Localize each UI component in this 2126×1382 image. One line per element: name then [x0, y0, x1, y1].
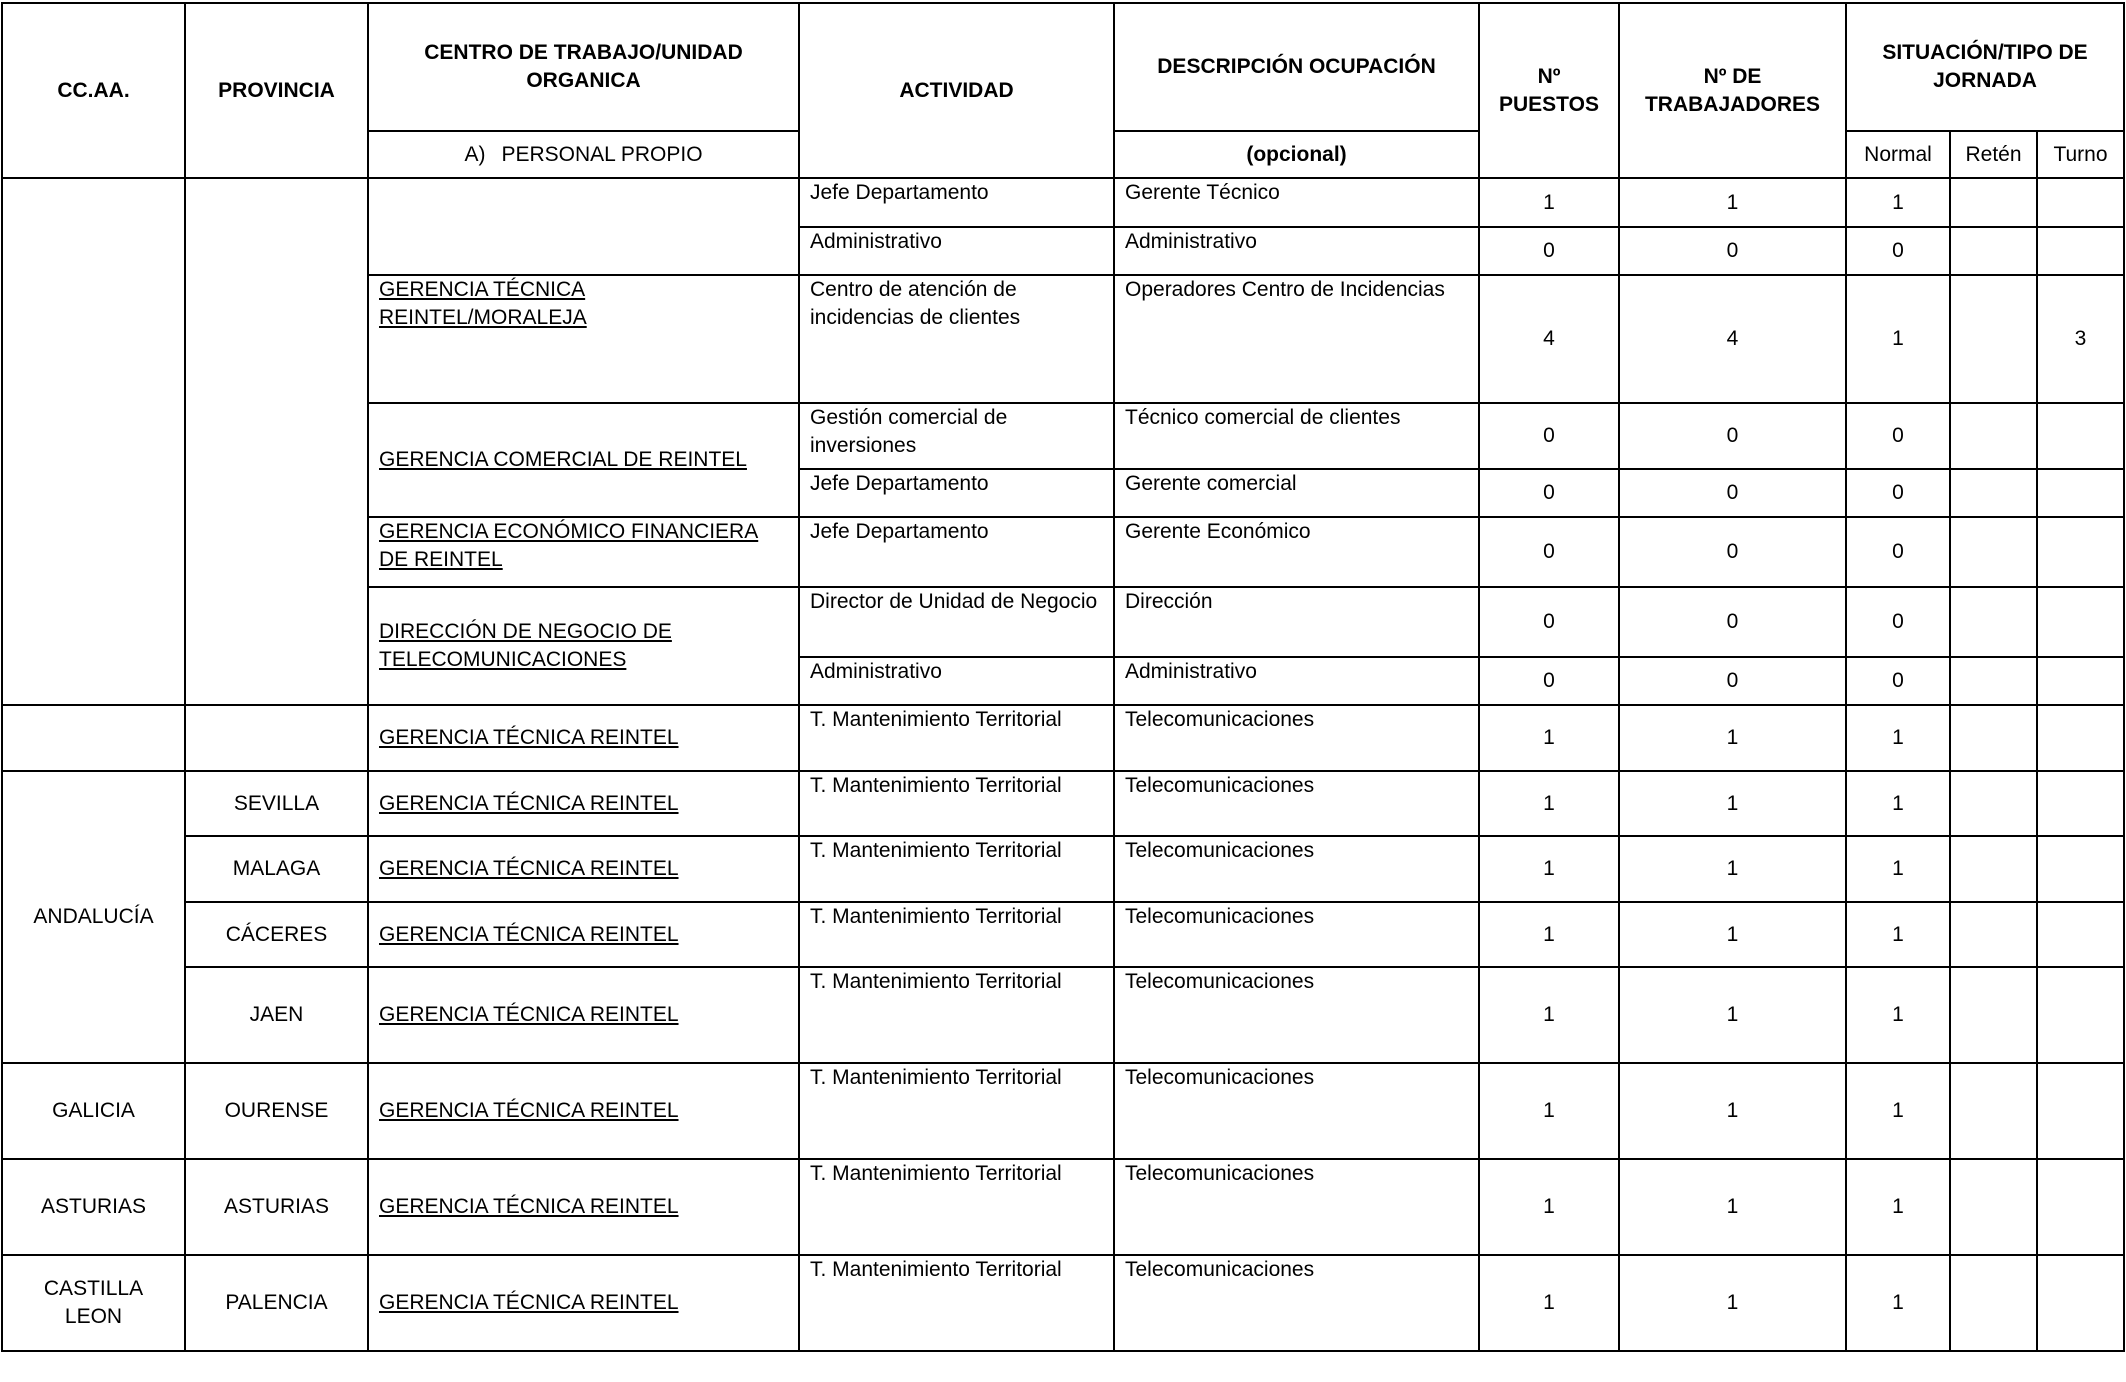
puestos-cell: 4 [1479, 275, 1619, 403]
reten-cell [1950, 227, 2037, 275]
descripcion-cell: Gerente Económico [1114, 517, 1479, 587]
header-ccaa: CC.AA. [2, 3, 185, 178]
trabajadores-cell: 0 [1619, 403, 1846, 469]
normal-cell: 0 [1846, 403, 1950, 469]
table-row [2, 836, 2124, 902]
actividad-cell: T. Mantenimiento Territorial [799, 967, 1114, 1063]
turno-cell [2037, 1255, 2124, 1351]
normal-cell: 0 [1846, 517, 1950, 587]
unidad-cell [368, 836, 799, 902]
unidad-cell [368, 1255, 799, 1351]
unidad-cell [368, 1159, 799, 1255]
puestos-cell: 0 [1479, 517, 1619, 587]
unidad-cell [368, 771, 799, 836]
reten-cell [1950, 1159, 2037, 1255]
provincia-cell [185, 705, 368, 771]
header-descripcion: DESCRIPCIÓN OCUPACIÓN [1114, 3, 1479, 131]
header-puestos: Nº PUESTOS [1479, 3, 1619, 178]
normal-cell: 0 [1846, 657, 1950, 705]
turno-cell [2037, 587, 2124, 657]
normal-cell: 1 [1846, 1063, 1950, 1159]
descripcion-cell: Telecomunicaciones [1114, 1063, 1479, 1159]
puestos-cell: 1 [1479, 836, 1619, 902]
descripcion-cell: Telecomunicaciones [1114, 836, 1479, 902]
table-row [2, 1159, 2124, 1255]
descripcion-cell: Telecomunicaciones [1114, 1255, 1479, 1351]
actividad-cell: T. Mantenimiento Territorial [799, 1159, 1114, 1255]
reten-cell [1950, 403, 2037, 469]
actividad-cell: T. Mantenimiento Territorial [799, 836, 1114, 902]
header-centro: CENTRO DE TRABAJO/UNIDAD ORGANICA [368, 3, 799, 131]
normal-cell: 1 [1846, 178, 1950, 227]
actividad-cell: Administrativo [799, 227, 1114, 275]
unidad-cell [368, 178, 799, 275]
table-row [2, 705, 2124, 771]
unidad-cell [368, 275, 799, 403]
actividad-cell: Administrativo [799, 657, 1114, 705]
turno-cell [2037, 657, 2124, 705]
puestos-cell: 1 [1479, 1255, 1619, 1351]
turno-cell [2037, 517, 2124, 587]
trabajadores-cell: 1 [1619, 1159, 1846, 1255]
turno-cell [2037, 1159, 2124, 1255]
normal-cell: 1 [1846, 1255, 1950, 1351]
ccaa-cell: ASTURIAS [2, 1159, 185, 1255]
header-provincia: PROVINCIA [185, 3, 368, 178]
header-actividad: ACTIVIDAD [799, 3, 1114, 178]
turno-cell [2037, 178, 2124, 227]
header-trabajadores: Nº DE TRABAJADORES [1619, 3, 1846, 178]
turno-cell [2037, 469, 2124, 517]
puestos-cell: 0 [1479, 469, 1619, 517]
personal-propio-label [368, 131, 799, 178]
descripcion-cell: Telecomunicaciones [1114, 771, 1479, 836]
reten-cell [1950, 469, 2037, 517]
header-situacion: SITUACIÓN/TIPO DE JORNADA [1846, 3, 2124, 131]
unit-link[interactable]: GERENCIA TÉCNICA REINTEL [379, 922, 679, 946]
trabajadores-cell: 1 [1619, 902, 1846, 967]
puestos-cell: 1 [1479, 178, 1619, 227]
trabajadores-cell: 1 [1619, 178, 1846, 227]
descripcion-cell: Telecomunicaciones [1114, 902, 1479, 967]
reten-cell [1950, 275, 2037, 403]
header-turno: Turno [2037, 131, 2124, 178]
turno-cell [2037, 902, 2124, 967]
unit-link[interactable]: GERENCIA TÉCNICA REINTEL [379, 1291, 679, 1314]
actividad-cell: Jefe Departamento [799, 517, 1114, 587]
trabajadores-cell: 1 [1619, 836, 1846, 902]
turno-cell: 3 [2037, 275, 2124, 403]
ccaa-cell: CASTILLA LEON [2, 1255, 185, 1351]
trabajadores-cell: 0 [1619, 227, 1846, 275]
puestos-cell: 1 [1479, 705, 1619, 771]
puestos-cell: 0 [1479, 227, 1619, 275]
unit-link[interactable]: GERENCIA ECONÓMICO FINANCIERA DE REINTEL [379, 520, 759, 571]
descripcion-cell: Operadores Centro de Incidencias [1114, 275, 1479, 403]
puestos-cell: 0 [1479, 657, 1619, 705]
trabajadores-cell: 4 [1619, 275, 1846, 403]
reten-cell [1950, 517, 2037, 587]
unit-link[interactable]: GERENCIA TÉCNICA REINTEL [379, 1195, 679, 1218]
unidad-cell [368, 705, 799, 771]
puestos-cell: 1 [1479, 967, 1619, 1063]
unidad-cell [368, 517, 799, 587]
ccaa-cell: ANDALUCÍA [2, 771, 185, 1063]
ccaa-cell [2, 705, 185, 771]
normal-cell: 1 [1846, 902, 1950, 967]
unit-link[interactable]: GERENCIA TÉCNICA REINTEL [379, 1003, 679, 1026]
trabajadores-cell: 1 [1619, 771, 1846, 836]
trabajadores-cell: 0 [1619, 587, 1846, 657]
header-opcional: (opcional) [1114, 131, 1479, 178]
provincia-cell: ASTURIAS [185, 1159, 368, 1255]
provincia-cell: OURENSE [185, 1063, 368, 1159]
puestos-cell: 1 [1479, 902, 1619, 967]
descripcion-cell: Dirección [1114, 587, 1479, 657]
unit-link[interactable]: GERENCIA TÉCNICA REINTEL [379, 726, 679, 749]
table-row [2, 771, 2124, 836]
unidad-cell [368, 902, 799, 967]
trabajadores-cell: 1 [1619, 1063, 1846, 1159]
actividad-cell: Director de Unidad de Negocio [799, 587, 1114, 657]
reten-cell [1950, 657, 2037, 705]
section-title: PERSONAL PROPIO [501, 142, 703, 166]
descripcion-cell: Administrativo [1114, 227, 1479, 275]
reten-cell [1950, 178, 2037, 227]
actividad-cell: Gestión comercial de inversiones [799, 403, 1114, 469]
unidad-cell [368, 587, 799, 705]
puestos-cell: 1 [1479, 771, 1619, 836]
actividad-cell: T. Mantenimiento Territorial [799, 771, 1114, 836]
turno-cell [2037, 771, 2124, 836]
normal-cell: 1 [1846, 836, 1950, 902]
trabajadores-cell: 0 [1619, 657, 1846, 705]
descripcion-cell: Telecomunicaciones [1114, 967, 1479, 1063]
table-row [2, 967, 2124, 1063]
descripcion-cell: Administrativo [1114, 657, 1479, 705]
unit-link[interactable]: GERENCIA TÉCNICA REINTEL [379, 1099, 679, 1122]
header-reten: Retén [1950, 131, 2037, 178]
turno-cell [2037, 705, 2124, 771]
normal-cell: 1 [1846, 771, 1950, 836]
unit-link[interactable]: GERENCIA TÉCNICA REINTEL [379, 791, 679, 815]
actividad-cell: T. Mantenimiento Territorial [799, 1063, 1114, 1159]
actividad-cell: T. Mantenimiento Territorial [799, 705, 1114, 771]
normal-cell: 0 [1846, 469, 1950, 517]
reten-cell [1950, 902, 2037, 967]
ccaa-cell: GALICIA [2, 1063, 185, 1159]
reten-cell [1950, 1255, 2037, 1351]
reten-cell [1950, 705, 2037, 771]
turno-cell [2037, 836, 2124, 902]
descripcion-cell: Técnico comercial de clientes [1114, 403, 1479, 469]
normal-cell: 1 [1846, 275, 1950, 403]
unit-link[interactable]: GERENCIA TÉCNICA REINTEL [379, 857, 679, 880]
table-row [2, 1255, 2124, 1351]
actividad-cell: Jefe Departamento [799, 178, 1114, 227]
normal-cell: 1 [1846, 967, 1950, 1063]
provincia-cell [185, 178, 368, 705]
staffing-table [1, 2, 2125, 1352]
unidad-cell [368, 967, 799, 1063]
descripcion-cell: Telecomunicaciones [1114, 1159, 1479, 1255]
trabajadores-cell: 0 [1619, 517, 1846, 587]
provincia-cell: SEVILLA [185, 771, 368, 836]
turno-cell [2037, 227, 2124, 275]
reten-cell [1950, 587, 2037, 657]
provincia-cell: JAEN [185, 967, 368, 1063]
reten-cell [1950, 967, 2037, 1063]
reten-cell [1950, 771, 2037, 836]
actividad-cell: T. Mantenimiento Territorial [799, 1255, 1114, 1351]
descripcion-cell: Gerente Técnico [1114, 178, 1479, 227]
unit-link[interactable]: GERENCIA COMERCIAL DE REINTEL [379, 448, 747, 471]
ccaa-cell [2, 178, 185, 705]
header-row [2, 3, 2124, 131]
unidad-cell [368, 1063, 799, 1159]
provincia-cell: MALAGA [185, 836, 368, 902]
provincia-cell: CÁCERES [185, 902, 368, 967]
reten-cell [1950, 836, 2037, 902]
actividad-cell: Jefe Departamento [799, 469, 1114, 517]
puestos-cell: 1 [1479, 1063, 1619, 1159]
puestos-cell: 0 [1479, 403, 1619, 469]
trabajadores-cell: 0 [1619, 469, 1846, 517]
normal-cell: 0 [1846, 227, 1950, 275]
table-row [2, 1063, 2124, 1159]
actividad-cell: T. Mantenimiento Territorial [799, 902, 1114, 967]
descripcion-cell: Telecomunicaciones [1114, 705, 1479, 771]
normal-cell: 1 [1846, 705, 1950, 771]
turno-cell [2037, 967, 2124, 1063]
turno-cell [2037, 403, 2124, 469]
unit-link[interactable]: GERENCIA TÉCNICA REINTEL/MORALEJA [379, 278, 587, 329]
normal-cell: 0 [1846, 587, 1950, 657]
puestos-cell: 1 [1479, 1159, 1619, 1255]
actividad-cell: Centro de atención de incidencias de clientes [799, 275, 1114, 403]
table-row [2, 178, 2124, 227]
puestos-cell: 0 [1479, 587, 1619, 657]
reten-cell [1950, 1063, 2037, 1159]
descripcion-cell: Gerente comercial [1114, 469, 1479, 517]
trabajadores-cell: 1 [1619, 705, 1846, 771]
turno-cell [2037, 1063, 2124, 1159]
trabajadores-cell: 1 [1619, 1255, 1846, 1351]
header-normal: Normal [1846, 131, 1950, 178]
unidad-cell [368, 403, 799, 517]
section-letter: A) [464, 142, 486, 166]
trabajadores-cell: 1 [1619, 967, 1846, 1063]
normal-cell: 1 [1846, 1159, 1950, 1255]
unit-link[interactable]: DIRECCIÓN DE NEGOCIO DE TELECOMUNICACIONES [379, 620, 672, 671]
table-row [2, 902, 2124, 967]
provincia-cell: PALENCIA [185, 1255, 368, 1351]
